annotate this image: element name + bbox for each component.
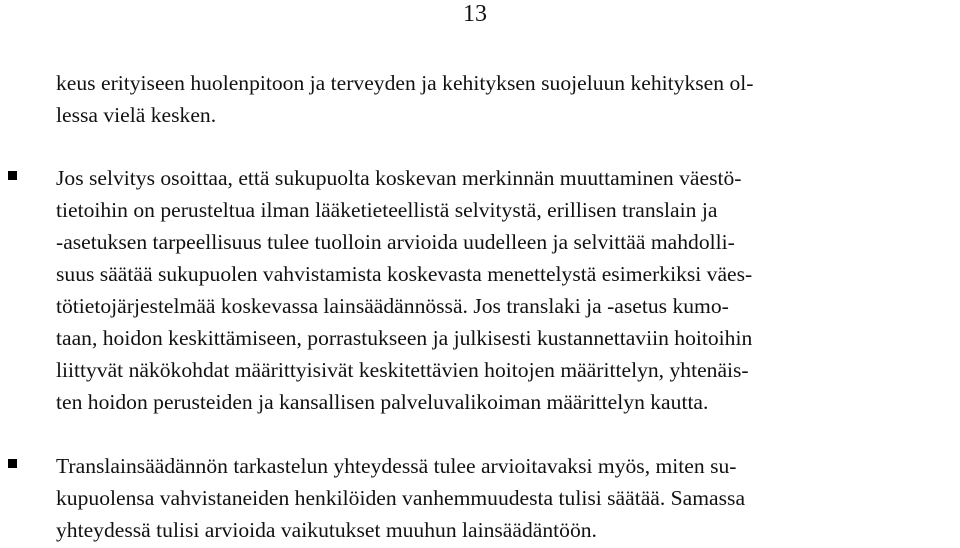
text-line: Translainsäädännön tarkastelun yhteydessä tulee arvioitavaksi myös, miten su- <box>56 454 737 478</box>
text-line: liittyvät näkökohdat määrittyisivät keskitettävien hoitojen määrittelyn, yhtenäis- <box>56 358 749 382</box>
text-line: suus säätää sukupuolen vahvistamista koskevasta menettelystä esimerkiksi väes- <box>56 262 753 286</box>
bullet-marker <box>8 171 17 180</box>
text-line: Jos selvitys osoittaa, että sukupuolta koskevan merkinnän muuttaminen väestö- <box>56 166 742 190</box>
text-line: ten hoidon perusteiden ja kansallisen palveluvalikoiman määrittelyn kautta. <box>56 390 709 414</box>
text-line: kupuolensa vahvistaneiden henkilöiden vanhemmuudesta tulisi säätää. Samassa <box>56 486 746 510</box>
text-line: tötietojärjestelmää koskevassa lainsäädännössä. Jos translaki ja -asetus kumo- <box>56 294 729 318</box>
page-number: 13 <box>463 1 487 27</box>
text-line: taan, hoidon keskittämiseen, porrastukseen ja julkisesti kustannettaviin hoitoihin <box>56 326 753 350</box>
text-line: lessa vielä kesken. <box>56 103 217 127</box>
bullet-marker <box>8 459 17 468</box>
text-line: tietoihin on perusteltua ilman lääketieteellistä selvitystä, erillisen translain ja <box>56 198 718 222</box>
text-line: -asetuksen tarpeellisuus tulee tuolloin arvioida uudelleen ja selvittää mahdolli- <box>56 230 735 254</box>
text-line: keus erityiseen huolenpitoon ja terveyden ja kehityksen suojeluun kehityksen ol- <box>56 71 754 95</box>
text-line: yhteydessä tulisi arvioida vaikutukset muuhun lainsäädäntöön. <box>56 518 597 542</box>
